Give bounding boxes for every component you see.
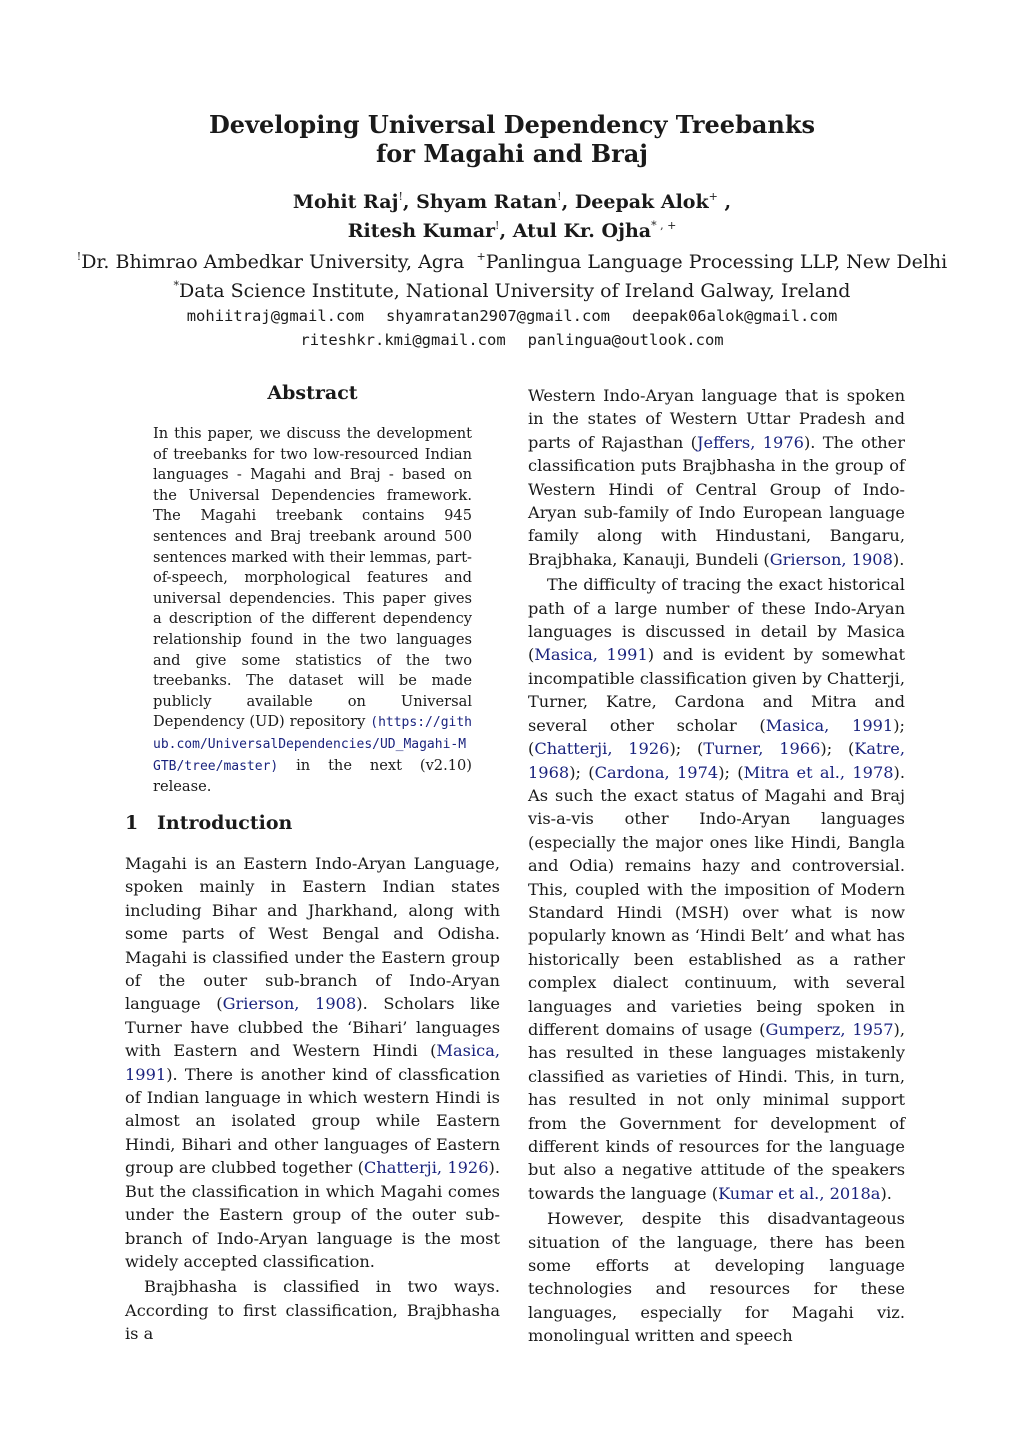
author-name: Deepak Alok	[574, 191, 709, 213]
affiliation-line-1	[0, 248, 1024, 277]
citation-link[interactable]: Masica, 1991	[765, 715, 894, 735]
citation-link[interactable]: Cardona, 1974	[594, 762, 719, 782]
affiliation-galway: Data Science Institute, National University of Ireland Galway, Ireland	[179, 280, 851, 302]
paragraph: Brajbhasha is classified in two ways. According to first classification, Brajbhasha is a	[125, 1277, 500, 1344]
email-link[interactable]: panlingua@outlook.com	[527, 331, 724, 349]
author-name: Shyam Ratan	[416, 191, 558, 213]
email-link[interactable]: shyamratan2907@gmail.com	[386, 307, 610, 325]
author-list	[0, 188, 1024, 246]
author-line-1: Mohit Raj!, Shyam Ratan!, Deepak Alok+ ,	[292, 190, 732, 213]
section-number: 1	[125, 812, 139, 834]
abstract-heading: Abstract	[267, 382, 358, 404]
author-affil-mark: !	[557, 190, 562, 203]
author-affil-mark: +	[708, 190, 718, 203]
author-affil-mark: !	[495, 219, 500, 232]
title-line-2: for Magahi and Braj	[375, 139, 648, 168]
email-link[interactable]: deepak06alok@gmail.com	[631, 307, 838, 325]
right-column-body	[528, 384, 905, 1348]
left-column-body	[125, 852, 500, 1346]
paragraph: Western Indo-Aryan language that is spoken in the states of Western Uttar Pradesh and parts of Rajasthan (Jeffers, 1976). The other classification puts Brajbhasha in the group of Western Hindi of Central Group of Indo-Aryan sub-family of Indo European language family along with Hindustani, Bangaru, Brajbhaka, Kanauji, Bundeli (Grierson, 1908).	[528, 386, 905, 569]
citation-link[interactable]: Jeffers, 1976	[697, 432, 804, 452]
citation-link[interactable]: Grierson, 1908	[769, 549, 893, 569]
abstract-body	[153, 424, 472, 798]
citation-link[interactable]: Chatterji, 1926	[363, 1158, 489, 1178]
citation-link[interactable]: Kumar et al., 2018a	[718, 1183, 881, 1203]
email-link[interactable]: riteshkr.kmi@gmail.com	[300, 331, 506, 349]
email-line-1	[0, 304, 1024, 328]
citation-link[interactable]: Katre, 1968	[528, 739, 905, 782]
affil-mark: *	[173, 279, 180, 292]
citation-link[interactable]: Chatterji, 1926	[534, 739, 670, 759]
section-title: Introduction	[157, 812, 293, 834]
section-heading-introduction	[125, 812, 500, 834]
citation-link[interactable]: Gumperz, 1957	[765, 1019, 894, 1039]
affiliations	[0, 248, 1024, 306]
author-affil-mark: !	[398, 190, 403, 203]
author-affil-mark: * , +	[651, 219, 677, 232]
author-name: Mohit Raj	[292, 191, 399, 213]
citation-link[interactable]: Masica, 1991	[534, 645, 648, 665]
author-name: Atul Kr. Ojha	[512, 220, 652, 242]
author-line-2: Ritesh Kumar!, Atul Kr. Ojha* , +	[347, 219, 677, 242]
affil-mark: !	[76, 250, 82, 263]
citation-link[interactable]: Grierson, 1908	[222, 994, 357, 1014]
email-line-2	[0, 328, 1024, 352]
affiliation-agra: Dr. Bhimrao Ambedkar University, Agra	[81, 251, 465, 273]
citation-link[interactable]: Mitra et al., 1978	[743, 762, 894, 782]
citation-link[interactable]: Masica, 1991	[125, 1041, 500, 1084]
affil-mark: +	[476, 250, 486, 263]
citation-link[interactable]: Turner, 1966	[703, 739, 821, 759]
abstract-text-end: in the next (v2.10) release.	[153, 756, 472, 796]
affiliation-line-2	[0, 277, 1024, 306]
paper-title	[0, 110, 1024, 168]
author-name: Ritesh Kumar	[347, 220, 496, 242]
email-list	[0, 304, 1024, 352]
paragraph: The difficulty of tracing the exact historical path of a large number of these Indo-Aryan languages is discussed in detail by Masica (Masica, 1991) and is evident by somewhat incompatible classification given by Chatterji, Turner, Katre, Cardona and Mitra and several other scholar (Masica, 1991);(Chatterji, 1926); (Turner, 1966); (Katre, 1968); (Cardona, 1974); (Mitra et al., 1978). As such the exact status of Magahi and Braj vis-a-vis other Indo-Aryan languages (especially the major ones like Hindi, Bangla and Odia) remains hazy and controversial. This, coupled with the imposition of Modern Standard Hindi (MSH) over what is now popularly known as ‘Hindi Belt’ and what has historically been established as a rather complex dialect continuum, with several languages and varieties being spoken in different domains of usage (Gumperz, 1957), has resulted in these languages mistakenly classified as varieties of Hindi. This, in turn, has resulted in not only minimal support from the Government for development of different kinds of resources for the language but also a negative attitude of the speakers towards the language (Kumar et al., 2018a).	[528, 575, 906, 1203]
email-link[interactable]: mohiitraj@gmail.com	[186, 307, 365, 325]
affiliation-panlingua: Panlingua Language Processing LLP, New Delhi	[485, 251, 948, 273]
abstract-text: In this paper, we discuss the development of treebanks for two low-resourced Indian languages - Magahi and Braj - based on the Universal Dependencies framework. The Magahi treebank contains 945 sentences and Braj treebank around 500 sentences marked with their lemmas, part-of-speech, morphological features and universal dependencies. This paper gives a description of the different dependency relationship found in the two languages and give some statistics of the two treebanks. The dataset will be made publicly available on Universal Dependency (UD) repository	[153, 425, 472, 731]
repository-url-link[interactable]: (https://github.com/UniversalDependencies/UD_Magahi-MGTB/tree/master)	[153, 715, 472, 774]
title-line-1: Developing Universal Dependency Treebanks	[208, 110, 815, 139]
paragraph: Magahi is an Eastern Indo-Aryan Language, spoken mainly in Eastern Indian states including Bihar and Jharkhand, along with some parts of West Bengal and Odisha. Magahi is classified under the Eastern group of the outer sub-branch of Indo-Aryan language (Grierson, 1908). Scholars like Turner have clubbed the ‘Bihari’ languages with Eastern and Western Hindi (Masica, 1991). There is another kind of classfication of Indian language in which western Hindi is almost an isolated group while Eastern Hindi, Bihari and other languages of Eastern group are clubbed together (Chatterji, 1926). But the classification in which Magahi comes under the Eastern group of the outer sub-branch of Indo-Aryan language is the most widely accepted classification.	[125, 854, 500, 1271]
paragraph: However, despite this disadvantageous situation of the language, there has been some efforts at developing language technologies and resources for these languages, especially for Magahi viz. monolingual written and speech	[528, 1209, 905, 1346]
